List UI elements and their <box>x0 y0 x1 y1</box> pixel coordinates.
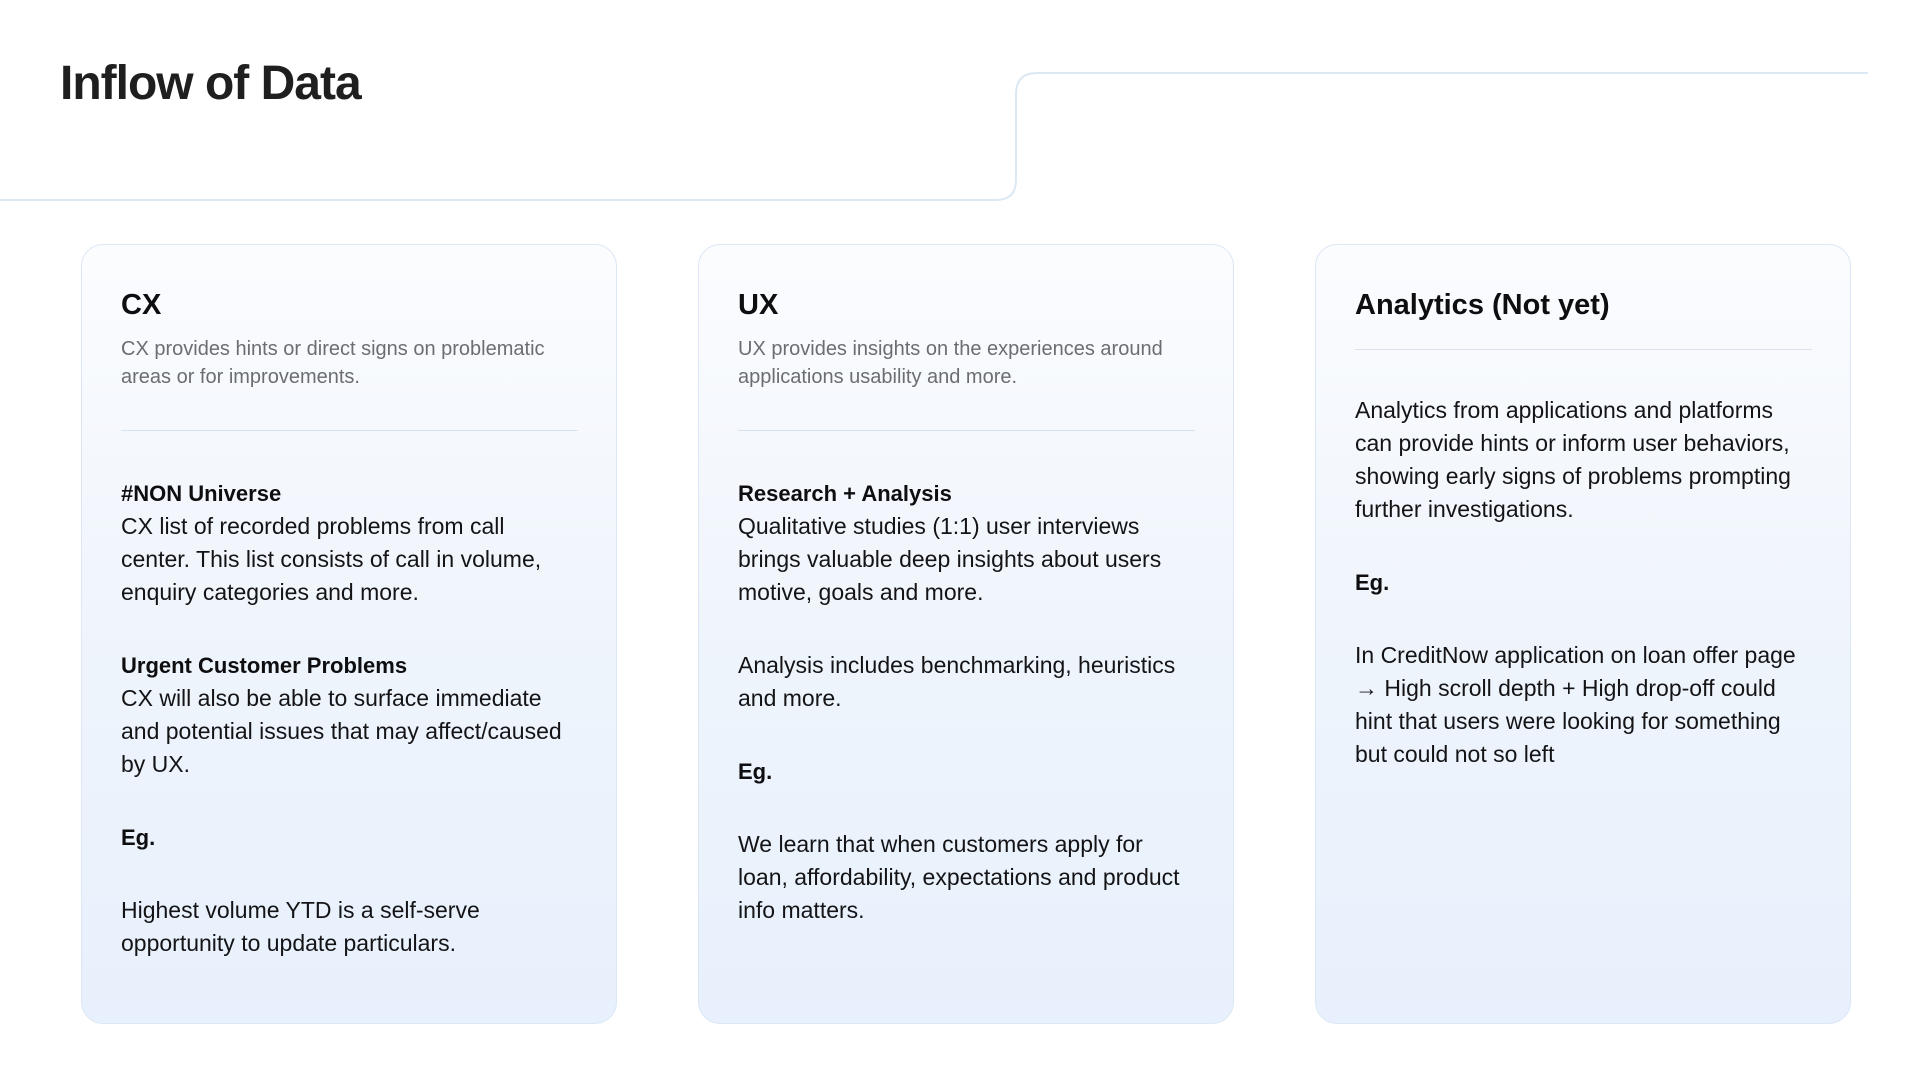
card-description: CX provides hints or direct signs on problematic areas or for improvements. <box>121 338 545 388</box>
card-body <box>121 477 578 960</box>
card-title: UX <box>738 289 779 321</box>
card-cx <box>81 244 617 1024</box>
card-divider <box>1355 349 1812 350</box>
example-label: Eg. <box>121 825 156 850</box>
section-heading: Research + Analysis <box>738 481 952 506</box>
card-body <box>1355 394 1812 771</box>
card-title: Analytics (Not yet) <box>1355 289 1610 321</box>
section-text: Qualitative studies (1:1) user interviews brings valuable deep insights about users motive, goals and more. <box>738 513 1162 605</box>
card-section <box>121 649 578 781</box>
card-section <box>1355 394 1812 526</box>
page-title: Inflow of Data <box>60 57 361 110</box>
section-text: Analysis includes benchmarking, heuristics and more. <box>738 652 1176 711</box>
section-heading: Urgent Customer Problems <box>121 653 408 678</box>
cards-row <box>81 244 1851 1024</box>
card-section <box>121 477 578 609</box>
example-label: Eg. <box>738 759 773 784</box>
example-label: Eg. <box>1355 570 1390 595</box>
section-text: Analytics from applications and platforms can provide hints or inform user behaviors, showing early signs of problems prompting further investigations. <box>1355 397 1791 522</box>
card-body <box>738 477 1195 927</box>
example-text: In CreditNow application on loan offer page → High scroll depth + High drop-off could hint that users were looking for something but could not so left <box>1355 642 1796 767</box>
card-ux <box>698 244 1234 1024</box>
card-divider <box>121 430 578 431</box>
card-section <box>738 649 1195 715</box>
section-text: CX will also be able to surface immediate and potential issues that may affect/caused by UX. <box>121 685 562 777</box>
example-text: We learn that when customers apply for loan, affordability, expectations and product info matters. <box>738 831 1180 923</box>
card-title: CX <box>121 289 162 321</box>
section-heading: #NON Universe <box>121 481 282 506</box>
card-description: UX provides insights on the experiences around applications usability and more. <box>738 338 1163 388</box>
card-section <box>738 477 1195 609</box>
example-text: Highest volume YTD is a self-serve opportunity to update particulars. <box>121 897 480 956</box>
card-analytics <box>1315 244 1851 1024</box>
section-text: CX list of recorded problems from call center. This list consists of call in volume, enquiry categories and more. <box>121 513 542 605</box>
card-divider <box>738 430 1195 431</box>
